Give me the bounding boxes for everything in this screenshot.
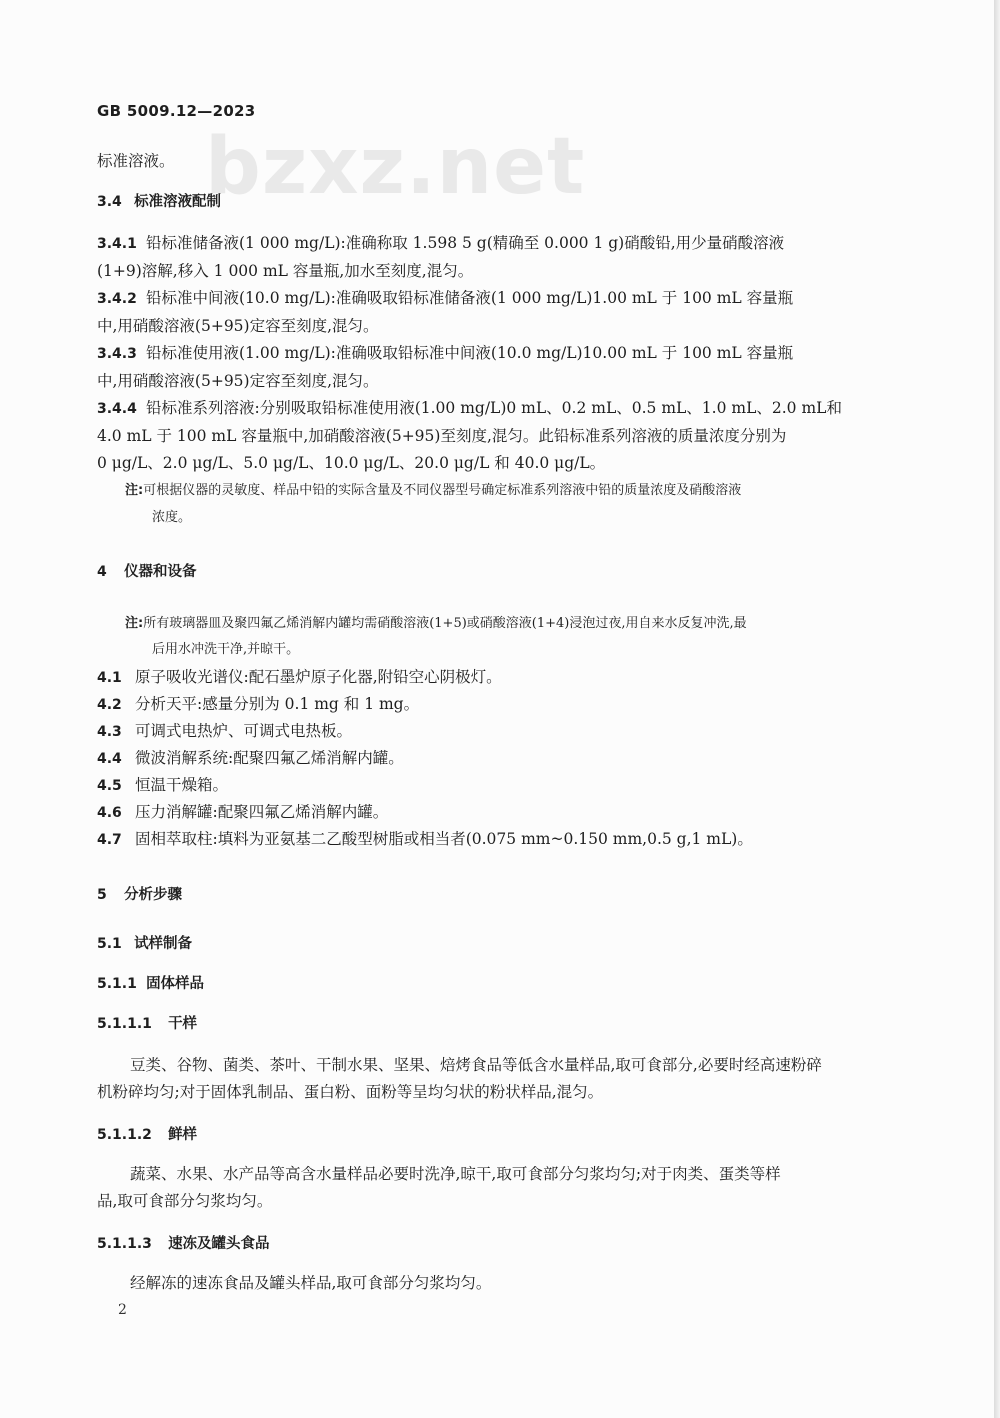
item-4-1: 4.1 原子吸收光谱仪:配石墨炉原子化器,附铅空心阴极灯。 bbox=[97, 668, 502, 686]
note-concentration: 注:可根据仪器的灵敏度、样品中铅的实际含量及不同仪器型号确定标准系列溶液中铅的质量浓度及硝酸溶液 bbox=[125, 483, 742, 498]
note-glassware-cont: 后用水冲洗干净,并晾干。 bbox=[152, 642, 300, 657]
fresh-sample-paragraph: 蔬菜、水果、水产品等高含水量样品必要时洗净,晾干,取可食部分匀浆均匀;对于肉类、蛋类等样 bbox=[130, 1165, 781, 1183]
standard-code: GB 5009.12—2023 bbox=[97, 102, 256, 120]
item-4-2: 4.2 分析天平:感量分别为 0.1 mg 和 1 mg。 bbox=[97, 695, 420, 713]
frozen-canned-paragraph: 经解冻的速冻食品及罐头样品,取可食部分匀浆均匀。 bbox=[130, 1274, 492, 1292]
clause-3-4-2-cont: 中,用硝酸溶液(5+95)定容至刻度,混匀。 bbox=[97, 317, 379, 335]
clause-3-4-3-cont: 中,用硝酸溶液(5+95)定容至刻度,混匀。 bbox=[97, 372, 379, 390]
section-5-1-heading: 5.1 试样制备 bbox=[97, 936, 193, 952]
item-4-3: 4.3 可调式电热炉、可调式电热板。 bbox=[97, 722, 353, 740]
section-4-heading: 4 仪器和设备 bbox=[97, 564, 197, 580]
paragraph-tail: 标准溶液。 bbox=[97, 152, 175, 170]
item-4-6: 4.6 压力消解罐:配聚四氟乙烯消解内罐。 bbox=[97, 803, 389, 821]
fresh-sample-paragraph-cont: 品,取可食部分匀浆均匀。 bbox=[97, 1192, 273, 1210]
section-5-1-1-2-heading: 5.1.1.2 鲜样 bbox=[97, 1127, 198, 1143]
section-5-1-1-3-heading: 5.1.1.3 速冻及罐头食品 bbox=[97, 1236, 270, 1252]
section-3-4-heading: 3.4 标准溶液配制 bbox=[97, 194, 222, 210]
page-number: 2 bbox=[118, 1302, 127, 1318]
note-glassware: 注:所有玻璃器皿及聚四氟乙烯消解内罐均需硝酸溶液(1+5)或硝酸溶液(1+4)浸泡过夜,用自来水反复冲洗,最 bbox=[125, 616, 747, 631]
clause-3-4-2: 3.4.2 铅标准中间液(10.0 mg/L):准确吸取铅标准储备液(1 000 mg/L)1.00 mL 于 100 mL 容量瓶 bbox=[97, 289, 794, 307]
section-5-1-1-heading: 5.1.1 固体样品 bbox=[97, 976, 205, 992]
item-4-4: 4.4 微波消解系统:配聚四氟乙烯消解内罐。 bbox=[97, 749, 404, 767]
section-5-heading: 5 分析步骤 bbox=[97, 887, 183, 903]
clause-3-4-1: 3.4.1 铅标准储备液(1 000 mg/L):准确称取 1.598 5 g(精确至 0.000 1 g)硝酸铅,用少量硝酸溶液 bbox=[97, 234, 785, 252]
item-4-7: 4.7 固相萃取柱:填料为亚氨基二乙酸型树脂或相当者(0.075 mm~0.150 mm,0.5 g,1 mL)。 bbox=[97, 830, 753, 848]
clause-3-4-3: 3.4.3 铅标准使用液(1.00 mg/L):准确吸取铅标准中间液(10.0 mg/L)10.00 mL 于 100 mL 容量瓶 bbox=[97, 344, 794, 362]
page-edge bbox=[994, 0, 1000, 1418]
clause-3-4-1-cont: (1+9)溶解,移入 1 000 mL 容量瓶,加水至刻度,混匀。 bbox=[97, 262, 474, 280]
clause-3-4-4-cont1: 4.0 mL 于 100 mL 容量瓶中,加硝酸溶液(5+95)至刻度,混匀。此铅标准系列溶液的质量浓度分别为 bbox=[97, 427, 787, 445]
dry-sample-paragraph-cont: 机粉碎均匀;对于固体乳制品、蛋白粉、面粉等呈均匀状的粉状样品,混匀。 bbox=[97, 1083, 604, 1101]
dry-sample-paragraph: 豆类、谷物、菌类、茶叶、干制水果、坚果、焙烤食品等低含水量样品,取可食部分,必要时经高速粉碎 bbox=[130, 1056, 822, 1074]
watermark: bzxz.net bbox=[205, 122, 586, 212]
note-concentration-cont: 浓度。 bbox=[152, 510, 192, 525]
clause-3-4-4: 3.4.4 铅标准系列溶液:分别吸取铅标准使用液(1.00 mg/L)0 mL、0.2 mL、0.5 mL、1.0 mL、2.0 mL和 bbox=[97, 399, 842, 417]
section-5-1-1-1-heading: 5.1.1.1 干样 bbox=[97, 1016, 198, 1032]
item-4-5: 4.5 恒温干燥箱。 bbox=[97, 776, 229, 794]
clause-3-4-4-cont2: 0 μg/L、2.0 μg/L、5.0 μg/L、10.0 μg/L、20.0 μg/L 和 40.0 μg/L。 bbox=[97, 454, 606, 472]
